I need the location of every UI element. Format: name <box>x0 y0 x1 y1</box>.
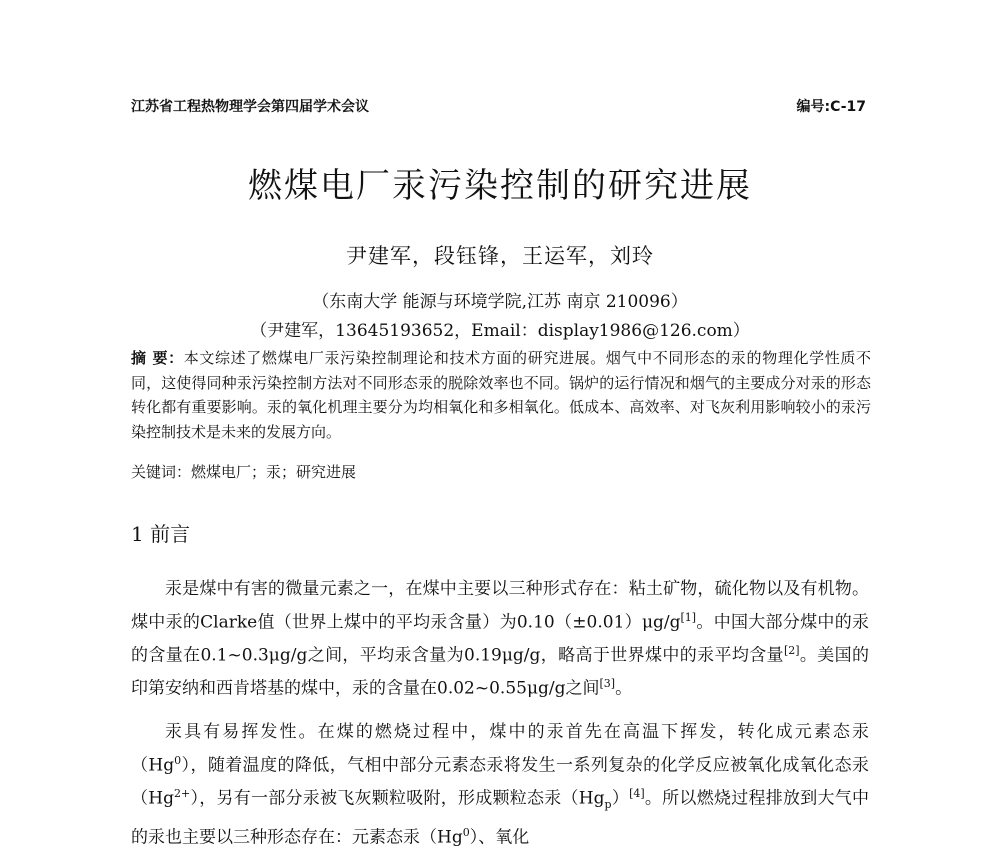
citation-3: [3] <box>599 676 616 690</box>
para2-text-d: ） <box>611 788 630 809</box>
paragraph-1 <box>131 575 869 703</box>
para2-text-f: ）、氧化 <box>469 827 530 848</box>
hg0-superscript: 0 <box>174 753 182 767</box>
para2-text-a: 汞具有易挥发性。在煤的燃烧过程中，煤中的汞首先在高温下挥发，转化成元素态汞（Hg <box>131 722 869 776</box>
paper-title: 燃煤电厂汞污染控制的研究进展 <box>248 166 752 206</box>
abstract <box>131 346 871 444</box>
citation-4: [4] <box>629 786 645 800</box>
keywords-label: 关键词： <box>131 463 192 481</box>
abstract-label: 摘 要： <box>131 349 184 367</box>
abstract-text: 本文综述了燃煤电厂汞污染控制理论和技术方面的研究进展。烟气中不同形态的汞的物理化学性质不同，这使得同种汞污染控制方法对不同形态汞的脱除效率也不同。锅炉的运行情况和烟气的主要成分对汞的形态转化都有重要影响。汞的氧化机理主要分为均相氧化和多相氧化。低成本、高效率、对飞灰利用影响较小的汞污染控制技术是未来的发展方向。 <box>131 349 871 441</box>
keywords <box>131 460 871 484</box>
para1-text-c: 。美国的印第安纳和西肯塔基的煤中，汞的含量在0.02~0.55μg/g之间 <box>131 645 870 699</box>
para2-text-e: 。所以燃烧过程排放到大气中的汞也主要以三种形态存在：元素态汞（Hg <box>131 788 869 848</box>
para2-text-b: ），随着温度的降低，气相中部分元素态汞将发生一系列复杂的化学反应被氧化成氧化态汞（Hg <box>131 755 869 809</box>
para1-text-d: 。 <box>615 678 633 699</box>
citation-1: [1] <box>680 610 697 624</box>
paragraph-2 <box>131 718 869 852</box>
conference-name: 江苏省工程热物理学会第四届学术会议 <box>131 99 369 115</box>
paper-code: 编号:C-17 <box>796 99 866 115</box>
para1-text-b: 。中国大部分煤中的汞的含量在0.1~0.3μg/g之间，平均汞含量为0.19μg/g，略高于世界煤中的汞平均含量 <box>131 612 870 666</box>
affiliation: （东南大学 能源与环境学院,江苏 南京 210096） <box>312 292 688 312</box>
contact-info: （尹建军，13645193652，Email：display1986@126.com） <box>250 321 750 341</box>
citation-2: [2] <box>783 643 800 657</box>
hg0-superscript-2: 0 <box>462 826 470 840</box>
keywords-text: 燃煤电厂；汞；研究进展 <box>191 463 357 481</box>
para2-text-c: ），另有一部分汞被飞灰颗粒吸附，形成颗粒态汞（Hg <box>190 788 605 809</box>
section-heading: 1 前言 <box>131 522 191 546</box>
hgp-subscript: p <box>604 797 612 811</box>
para1-text-a: 汞是煤中有害的微量元素之一，在煤中主要以三种形式存在：粘土矿物，硫化物以及有机物。煤中汞的Clarke值（世界上煤中的平均汞含量）为0.10（±0.01）μg/g <box>131 579 869 633</box>
hg2-superscript: 2+ <box>173 786 191 800</box>
author-list: 尹建军，段钰锋，王运军，刘玲 <box>346 244 654 268</box>
